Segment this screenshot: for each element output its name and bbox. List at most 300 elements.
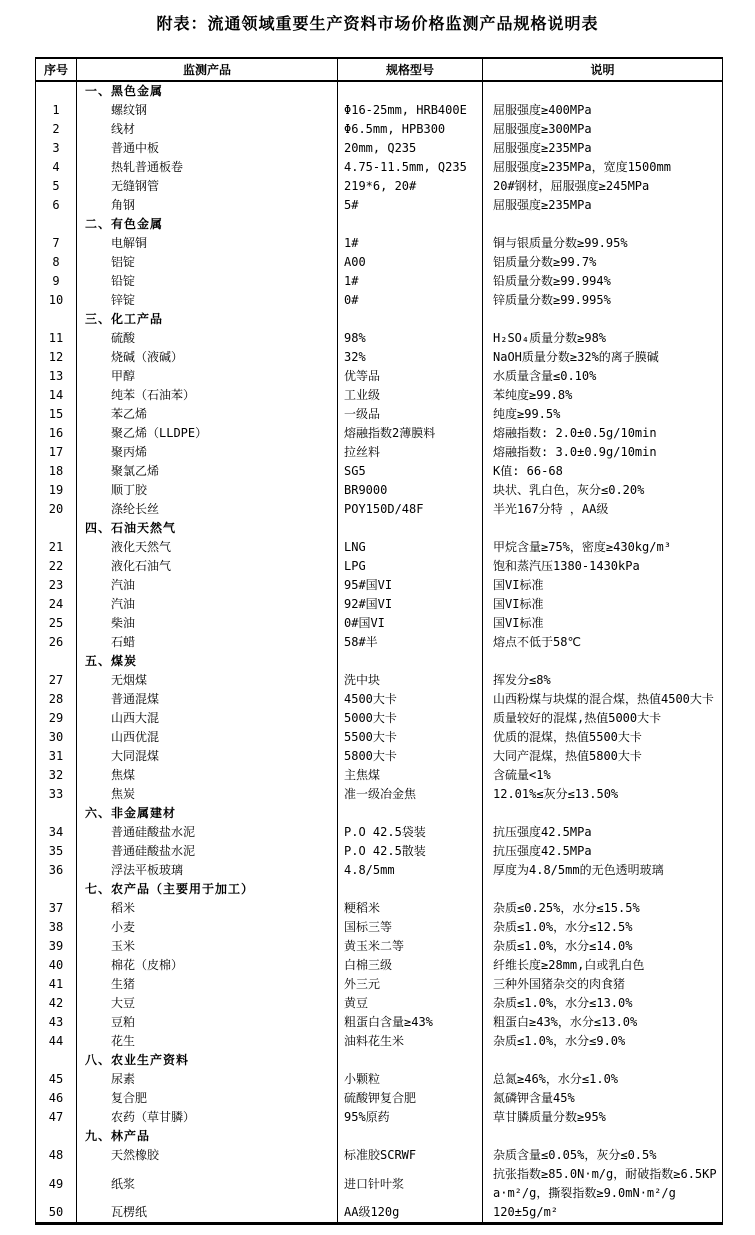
desc-cell: 大同产混煤，热值5800大卡 bbox=[483, 747, 723, 766]
product-cell: 复合肥 bbox=[77, 1089, 338, 1108]
spec-cell: 5500大卡 bbox=[338, 728, 483, 747]
desc-cell: 山西粉煤与块煤的混合煤，热值4500大卡 bbox=[483, 690, 723, 709]
spec-cell: 20mm, Q235 bbox=[338, 139, 483, 158]
section-label: 六、非金属建材 bbox=[77, 804, 338, 823]
table-row bbox=[36, 861, 723, 880]
table-row bbox=[36, 747, 723, 766]
table-row bbox=[36, 728, 723, 747]
product-cell: 大豆 bbox=[77, 994, 338, 1013]
product-cell: 甲醇 bbox=[77, 367, 338, 386]
desc-cell bbox=[483, 652, 723, 671]
desc-cell: 锌质量分数≥99.995% bbox=[483, 291, 723, 310]
desc-cell: NaOH质量分数≥32%的离子膜碱 bbox=[483, 348, 723, 367]
product-cell: 花生 bbox=[77, 1032, 338, 1051]
row-number-cell: 29 bbox=[48, 711, 64, 725]
row-number-cell: 49 bbox=[48, 1176, 64, 1191]
table-row bbox=[36, 1165, 723, 1203]
row-number-cell bbox=[36, 652, 77, 671]
product-cell: 电解铜 bbox=[77, 234, 338, 253]
table-row bbox=[36, 576, 723, 595]
table-row bbox=[36, 443, 723, 462]
spec-table bbox=[35, 57, 723, 1225]
desc-cell: 熔点不低于58℃ bbox=[483, 633, 723, 652]
spec-cell: POY150D/48F bbox=[338, 500, 483, 519]
desc-cell: H₂SO₄质量分数≥98% bbox=[483, 329, 723, 348]
desc-cell: 杂质≤0.25%，水分≤15.5% bbox=[483, 899, 723, 918]
row-number-cell: 18 bbox=[48, 464, 64, 478]
desc-cell bbox=[483, 1051, 723, 1070]
row-number-cell: 33 bbox=[48, 787, 64, 801]
product-cell: 农药（草甘膦） bbox=[77, 1108, 338, 1127]
spec-cell bbox=[338, 652, 483, 671]
table-row bbox=[36, 614, 723, 633]
product-cell: 液化石油气 bbox=[77, 557, 338, 576]
row-number-cell bbox=[36, 215, 77, 234]
row-number-cell: 30 bbox=[48, 730, 64, 744]
desc-cell: 国VI标准 bbox=[483, 576, 723, 595]
table-row bbox=[36, 1013, 723, 1032]
desc-cell: 屈服强度≥235MPa bbox=[483, 139, 723, 158]
section-row bbox=[36, 81, 723, 101]
table-row bbox=[36, 101, 723, 120]
row-number-cell: 38 bbox=[48, 920, 64, 934]
row-number-cell: 35 bbox=[48, 844, 64, 858]
desc-cell: 杂质≤1.0%，水分≤13.0% bbox=[483, 994, 723, 1013]
spec-cell: 0#国VI bbox=[338, 614, 483, 633]
spec-cell: Φ6.5mm, HPB300 bbox=[338, 120, 483, 139]
row-number-cell: 6 bbox=[52, 198, 60, 212]
desc-cell: 优质的混煤，热值5500大卡 bbox=[483, 728, 723, 747]
product-cell: 纸浆 bbox=[77, 1165, 338, 1203]
desc-cell: 铅质量分数≥99.994% bbox=[483, 272, 723, 291]
desc-cell: 熔融指数: 3.0±0.9g/10min bbox=[483, 443, 723, 462]
product-cell: 普通硅酸盐水泥 bbox=[77, 823, 338, 842]
table-row bbox=[36, 1108, 723, 1127]
row-number-cell: 43 bbox=[48, 1015, 64, 1029]
spec-cell: 拉丝料 bbox=[338, 443, 483, 462]
table-row bbox=[36, 500, 723, 519]
section-label: 三、化工产品 bbox=[77, 310, 338, 329]
row-number-cell: 25 bbox=[48, 616, 64, 630]
row-number-cell: 27 bbox=[48, 673, 64, 687]
spec-cell: P.O 42.5散装 bbox=[338, 842, 483, 861]
spec-cell: 准一级冶金焦 bbox=[338, 785, 483, 804]
spec-cell: 熔融指数2薄膜料 bbox=[338, 424, 483, 443]
column-header-desc: 说明 bbox=[483, 58, 723, 81]
product-cell: 涤纶长丝 bbox=[77, 500, 338, 519]
table-row bbox=[36, 158, 723, 177]
table-row bbox=[36, 386, 723, 405]
table-row bbox=[36, 1089, 723, 1108]
section-label: 二、有色金属 bbox=[77, 215, 338, 234]
spec-cell: 外三元 bbox=[338, 975, 483, 994]
page-title: 附表：流通领域重要生产资料市场价格监测产品规格说明表 bbox=[156, 14, 599, 33]
row-number-cell: 21 bbox=[48, 540, 64, 554]
product-cell: 汽油 bbox=[77, 595, 338, 614]
row-number-cell: 19 bbox=[48, 483, 64, 497]
desc-cell: 铝质量分数≥99.7% bbox=[483, 253, 723, 272]
spec-cell: 粳稻米 bbox=[338, 899, 483, 918]
row-number-cell: 22 bbox=[48, 559, 64, 573]
product-cell: 豆粕 bbox=[77, 1013, 338, 1032]
row-number-cell: 23 bbox=[48, 578, 64, 592]
desc-cell: 杂质≤1.0%，水分≤12.5% bbox=[483, 918, 723, 937]
desc-cell: 杂质≤1.0%，水分≤9.0% bbox=[483, 1032, 723, 1051]
desc-cell: 铜与银质量分数≥99.95% bbox=[483, 234, 723, 253]
section-row bbox=[36, 652, 723, 671]
spec-cell: 5800大卡 bbox=[338, 747, 483, 766]
row-number-cell: 41 bbox=[48, 977, 64, 991]
spec-cell: 58#半 bbox=[338, 633, 483, 652]
row-number-cell: 46 bbox=[48, 1091, 64, 1105]
product-cell: 天然橡胶 bbox=[77, 1146, 338, 1165]
desc-cell: 屈服强度≥300MPa bbox=[483, 120, 723, 139]
desc-cell: 总氮≥46%，水分≤1.0% bbox=[483, 1070, 723, 1089]
row-number-cell: 24 bbox=[48, 597, 64, 611]
table-row bbox=[36, 120, 723, 139]
product-cell: 山西优混 bbox=[77, 728, 338, 747]
table-row bbox=[36, 557, 723, 576]
product-cell: 聚乙烯（LLDPE） bbox=[77, 424, 338, 443]
desc-cell: 块状、乳白色，灰分≤0.20% bbox=[483, 481, 723, 500]
desc-cell bbox=[483, 1127, 723, 1146]
product-cell: 液化天然气 bbox=[77, 538, 338, 557]
product-cell: 玉米 bbox=[77, 937, 338, 956]
spec-cell: AA级120g bbox=[338, 1203, 483, 1224]
table-row bbox=[36, 937, 723, 956]
spec-cell bbox=[338, 519, 483, 538]
desc-cell: 挥发分≤8% bbox=[483, 671, 723, 690]
desc-cell: 国VI标准 bbox=[483, 614, 723, 633]
desc-cell: 抗压强度42.5MPa bbox=[483, 823, 723, 842]
table-row bbox=[36, 823, 723, 842]
spec-cell: 进口针叶浆 bbox=[338, 1165, 483, 1203]
product-cell: 苯乙烯 bbox=[77, 405, 338, 424]
desc-cell: 120±5g/m² bbox=[483, 1203, 723, 1224]
product-cell: 聚丙烯 bbox=[77, 443, 338, 462]
spec-cell: LPG bbox=[338, 557, 483, 576]
table-row bbox=[36, 139, 723, 158]
spec-cell: 219*6, 20# bbox=[338, 177, 483, 196]
column-header-spec: 规格型号 bbox=[338, 58, 483, 81]
spec-cell bbox=[338, 81, 483, 101]
table-row bbox=[36, 975, 723, 994]
spec-cell: Φ16-25mm, HRB400E bbox=[338, 101, 483, 120]
table-row bbox=[36, 196, 723, 215]
table-row bbox=[36, 481, 723, 500]
spec-cell: 4.8/5mm bbox=[338, 861, 483, 880]
spec-cell bbox=[338, 310, 483, 329]
table-row bbox=[36, 177, 723, 196]
section-label: 四、石油天然气 bbox=[77, 519, 338, 538]
table-row bbox=[36, 329, 723, 348]
desc-cell: 苯纯度≥99.8% bbox=[483, 386, 723, 405]
row-number-cell: 11 bbox=[48, 331, 64, 345]
desc-cell: 水质量含量≤0.10% bbox=[483, 367, 723, 386]
spec-cell: 92#国VI bbox=[338, 595, 483, 614]
section-label: 九、林产品 bbox=[77, 1127, 338, 1146]
table-row bbox=[36, 595, 723, 614]
desc-cell: 质量较好的混煤,热值5000大卡 bbox=[483, 709, 723, 728]
desc-cell: 厚度为4.8/5mm的无色透明玻璃 bbox=[483, 861, 723, 880]
desc-cell: 屈服强度≥235MPa，宽度1500mm bbox=[483, 158, 723, 177]
spec-cell: 工业级 bbox=[338, 386, 483, 405]
spec-cell: 粗蛋白含量≥43% bbox=[338, 1013, 483, 1032]
row-number-cell: 45 bbox=[48, 1072, 64, 1086]
row-number-cell: 36 bbox=[48, 863, 64, 877]
desc-cell: 半光167分特 ，AA级 bbox=[483, 500, 723, 519]
row-number-cell: 37 bbox=[48, 901, 64, 915]
column-header-no: 序号 bbox=[36, 58, 77, 81]
row-number-cell: 12 bbox=[48, 350, 64, 364]
desc-cell: 20#钢材，屈服强度≥245MPa bbox=[483, 177, 723, 196]
product-cell: 棉花（皮棉） bbox=[77, 956, 338, 975]
row-number-cell: 17 bbox=[48, 445, 64, 459]
table-row bbox=[36, 424, 723, 443]
desc-cell bbox=[483, 880, 723, 899]
row-number-cell bbox=[36, 1127, 77, 1146]
row-number-cell: 4 bbox=[52, 160, 60, 174]
desc-cell: 饱和蒸汽压1380-1430kPa bbox=[483, 557, 723, 576]
table-row bbox=[36, 291, 723, 310]
row-number-cell bbox=[36, 880, 77, 899]
product-cell: 普通硅酸盐水泥 bbox=[77, 842, 338, 861]
table-row bbox=[36, 899, 723, 918]
product-cell: 焦炭 bbox=[77, 785, 338, 804]
product-cell: 柴油 bbox=[77, 614, 338, 633]
product-cell: 顺丁胶 bbox=[77, 481, 338, 500]
spec-cell: 黄玉米二等 bbox=[338, 937, 483, 956]
spec-cell: 5000大卡 bbox=[338, 709, 483, 728]
row-number-cell: 3 bbox=[52, 141, 60, 155]
desc-cell: 抗张指数≥85.0N·m/g，耐破指数≥6.5KPa·m²/g，撕裂指数≥9.0mN·m²/g bbox=[483, 1165, 723, 1203]
table-row bbox=[36, 272, 723, 291]
spec-cell: A00 bbox=[338, 253, 483, 272]
desc-cell: K值: 66-68 bbox=[483, 462, 723, 481]
product-cell: 普通混煤 bbox=[77, 690, 338, 709]
table-row bbox=[36, 785, 723, 804]
desc-cell: 国VI标准 bbox=[483, 595, 723, 614]
spec-cell: 优等品 bbox=[338, 367, 483, 386]
table-row bbox=[36, 766, 723, 785]
spec-cell: 1# bbox=[338, 234, 483, 253]
spec-cell: 95%原药 bbox=[338, 1108, 483, 1127]
desc-cell: 纤维长度≥28mm,白或乳白色 bbox=[483, 956, 723, 975]
product-cell: 尿素 bbox=[77, 1070, 338, 1089]
product-cell: 聚氯乙烯 bbox=[77, 462, 338, 481]
row-number-cell: 16 bbox=[48, 426, 64, 440]
desc-cell bbox=[483, 310, 723, 329]
product-cell: 普通中板 bbox=[77, 139, 338, 158]
row-number-cell: 28 bbox=[48, 692, 64, 706]
desc-cell: 含硫量<1% bbox=[483, 766, 723, 785]
table-row bbox=[36, 367, 723, 386]
product-cell: 山西大混 bbox=[77, 709, 338, 728]
desc-cell: 纯度≥99.5% bbox=[483, 405, 723, 424]
product-cell: 小麦 bbox=[77, 918, 338, 937]
product-cell: 石蜡 bbox=[77, 633, 338, 652]
product-cell: 生猪 bbox=[77, 975, 338, 994]
desc-cell: 12.01%≤灰分≤13.50% bbox=[483, 785, 723, 804]
desc-cell: 三种外国猪杂交的肉食猪 bbox=[483, 975, 723, 994]
row-number-cell: 47 bbox=[48, 1110, 64, 1124]
desc-cell bbox=[483, 804, 723, 823]
row-number-cell: 7 bbox=[52, 236, 60, 250]
row-number-cell bbox=[36, 804, 77, 823]
section-label: 八、农业生产资料 bbox=[77, 1051, 338, 1070]
row-number-cell: 34 bbox=[48, 825, 64, 839]
table-row bbox=[36, 234, 723, 253]
desc-cell: 草甘膦质量分数≥95% bbox=[483, 1108, 723, 1127]
section-row bbox=[36, 880, 723, 899]
product-cell: 瓦楞纸 bbox=[77, 1203, 338, 1224]
product-cell: 锌锭 bbox=[77, 291, 338, 310]
row-number-cell: 48 bbox=[48, 1148, 64, 1162]
desc-cell bbox=[483, 215, 723, 234]
table-row bbox=[36, 1203, 723, 1224]
product-cell: 纯苯（石油苯） bbox=[77, 386, 338, 405]
row-number-cell: 10 bbox=[48, 293, 64, 307]
product-cell: 线材 bbox=[77, 120, 338, 139]
desc-cell: 抗压强度42.5MPa bbox=[483, 842, 723, 861]
product-cell: 铝锭 bbox=[77, 253, 338, 272]
product-cell: 螺纹钢 bbox=[77, 101, 338, 120]
section-row bbox=[36, 1051, 723, 1070]
spec-cell: 标准胶SCRWF bbox=[338, 1146, 483, 1165]
desc-cell: 甲烷含量≥75%，密度≥430kg/m³ bbox=[483, 538, 723, 557]
row-number-cell: 44 bbox=[48, 1034, 64, 1048]
row-number-cell bbox=[36, 519, 77, 538]
table-row bbox=[36, 462, 723, 481]
spec-cell: 油料花生米 bbox=[338, 1032, 483, 1051]
product-cell: 无缝钢管 bbox=[77, 177, 338, 196]
spec-cell: 98% bbox=[338, 329, 483, 348]
product-cell: 稻米 bbox=[77, 899, 338, 918]
row-number-cell: 40 bbox=[48, 958, 64, 972]
product-cell: 焦煤 bbox=[77, 766, 338, 785]
row-number-cell bbox=[36, 81, 77, 101]
spec-cell: 黄豆 bbox=[338, 994, 483, 1013]
row-number-cell: 1 bbox=[52, 103, 60, 117]
desc-cell bbox=[483, 81, 723, 101]
row-number-cell: 42 bbox=[48, 996, 64, 1010]
column-header-product: 监测产品 bbox=[77, 58, 338, 81]
row-number-cell: 20 bbox=[48, 502, 64, 516]
spec-cell: 洗中块 bbox=[338, 671, 483, 690]
product-cell: 烧碱（液碱） bbox=[77, 348, 338, 367]
table-header bbox=[36, 58, 723, 81]
spec-cell bbox=[338, 880, 483, 899]
table-row bbox=[36, 994, 723, 1013]
row-number-cell: 14 bbox=[48, 388, 64, 402]
row-number-cell: 26 bbox=[48, 635, 64, 649]
table-row bbox=[36, 538, 723, 557]
spec-cell: 小颗粒 bbox=[338, 1070, 483, 1089]
product-cell: 热轧普通板卷 bbox=[77, 158, 338, 177]
spec-cell: P.O 42.5袋装 bbox=[338, 823, 483, 842]
row-number-cell: 15 bbox=[48, 407, 64, 421]
spec-cell: 1# bbox=[338, 272, 483, 291]
product-cell: 角钢 bbox=[77, 196, 338, 215]
table-row bbox=[36, 348, 723, 367]
row-number-cell: 32 bbox=[48, 768, 64, 782]
table-body bbox=[36, 81, 723, 1224]
product-cell: 大同混煤 bbox=[77, 747, 338, 766]
table-row bbox=[36, 1070, 723, 1089]
row-number-cell: 9 bbox=[52, 274, 60, 288]
desc-cell bbox=[483, 519, 723, 538]
row-number-cell: 8 bbox=[52, 255, 60, 269]
desc-cell: 粗蛋白≥43%，水分≤13.0% bbox=[483, 1013, 723, 1032]
spec-cell: SG5 bbox=[338, 462, 483, 481]
desc-cell: 杂质含量≤0.05%，灰分≤0.5% bbox=[483, 1146, 723, 1165]
table-row bbox=[36, 690, 723, 709]
table-row bbox=[36, 633, 723, 652]
row-number-cell: 31 bbox=[48, 749, 64, 763]
spec-cell: 硫酸钾复合肥 bbox=[338, 1089, 483, 1108]
spec-cell: 一级品 bbox=[338, 405, 483, 424]
table-row bbox=[36, 956, 723, 975]
table-row bbox=[36, 671, 723, 690]
table-row bbox=[36, 405, 723, 424]
row-number-cell: 13 bbox=[48, 369, 64, 383]
spec-cell: 32% bbox=[338, 348, 483, 367]
row-number-cell bbox=[36, 1051, 77, 1070]
section-row bbox=[36, 1127, 723, 1146]
table-row bbox=[36, 1032, 723, 1051]
table-row bbox=[36, 842, 723, 861]
table-row bbox=[36, 709, 723, 728]
spec-cell: BR9000 bbox=[338, 481, 483, 500]
section-row bbox=[36, 215, 723, 234]
table-row bbox=[36, 253, 723, 272]
row-number-cell bbox=[36, 310, 77, 329]
spec-cell: 国标三等 bbox=[338, 918, 483, 937]
spec-cell: 白棉三级 bbox=[338, 956, 483, 975]
product-cell: 无烟煤 bbox=[77, 671, 338, 690]
section-row bbox=[36, 804, 723, 823]
product-cell: 浮法平板玻璃 bbox=[77, 861, 338, 880]
product-cell: 汽油 bbox=[77, 576, 338, 595]
header-row bbox=[36, 58, 723, 81]
spec-cell: LNG bbox=[338, 538, 483, 557]
section-row bbox=[36, 519, 723, 538]
section-label: 七、农产品（主要用于加工） bbox=[77, 880, 338, 899]
spec-cell: 主焦煤 bbox=[338, 766, 483, 785]
row-number-cell: 5 bbox=[52, 179, 60, 193]
spec-cell bbox=[338, 1051, 483, 1070]
section-row bbox=[36, 310, 723, 329]
product-cell: 铅锭 bbox=[77, 272, 338, 291]
spec-cell: 0# bbox=[338, 291, 483, 310]
spec-cell bbox=[338, 1127, 483, 1146]
table-row bbox=[36, 1146, 723, 1165]
section-label: 五、煤炭 bbox=[77, 652, 338, 671]
table-row bbox=[36, 918, 723, 937]
spec-cell: 4500大卡 bbox=[338, 690, 483, 709]
row-number-cell: 2 bbox=[52, 122, 60, 136]
desc-cell: 氮磷钾含量45% bbox=[483, 1089, 723, 1108]
spec-cell bbox=[338, 215, 483, 234]
spec-cell: 5# bbox=[338, 196, 483, 215]
desc-cell: 屈服强度≥235MPa bbox=[483, 196, 723, 215]
desc-cell: 屈服强度≥400MPa bbox=[483, 101, 723, 120]
desc-cell: 杂质≤1.0%，水分≤14.0% bbox=[483, 937, 723, 956]
section-label: 一、黑色金属 bbox=[77, 81, 338, 101]
spec-cell: 4.75-11.5mm, Q235 bbox=[338, 158, 483, 177]
spec-cell: 95#国VI bbox=[338, 576, 483, 595]
product-cell: 硫酸 bbox=[77, 329, 338, 348]
